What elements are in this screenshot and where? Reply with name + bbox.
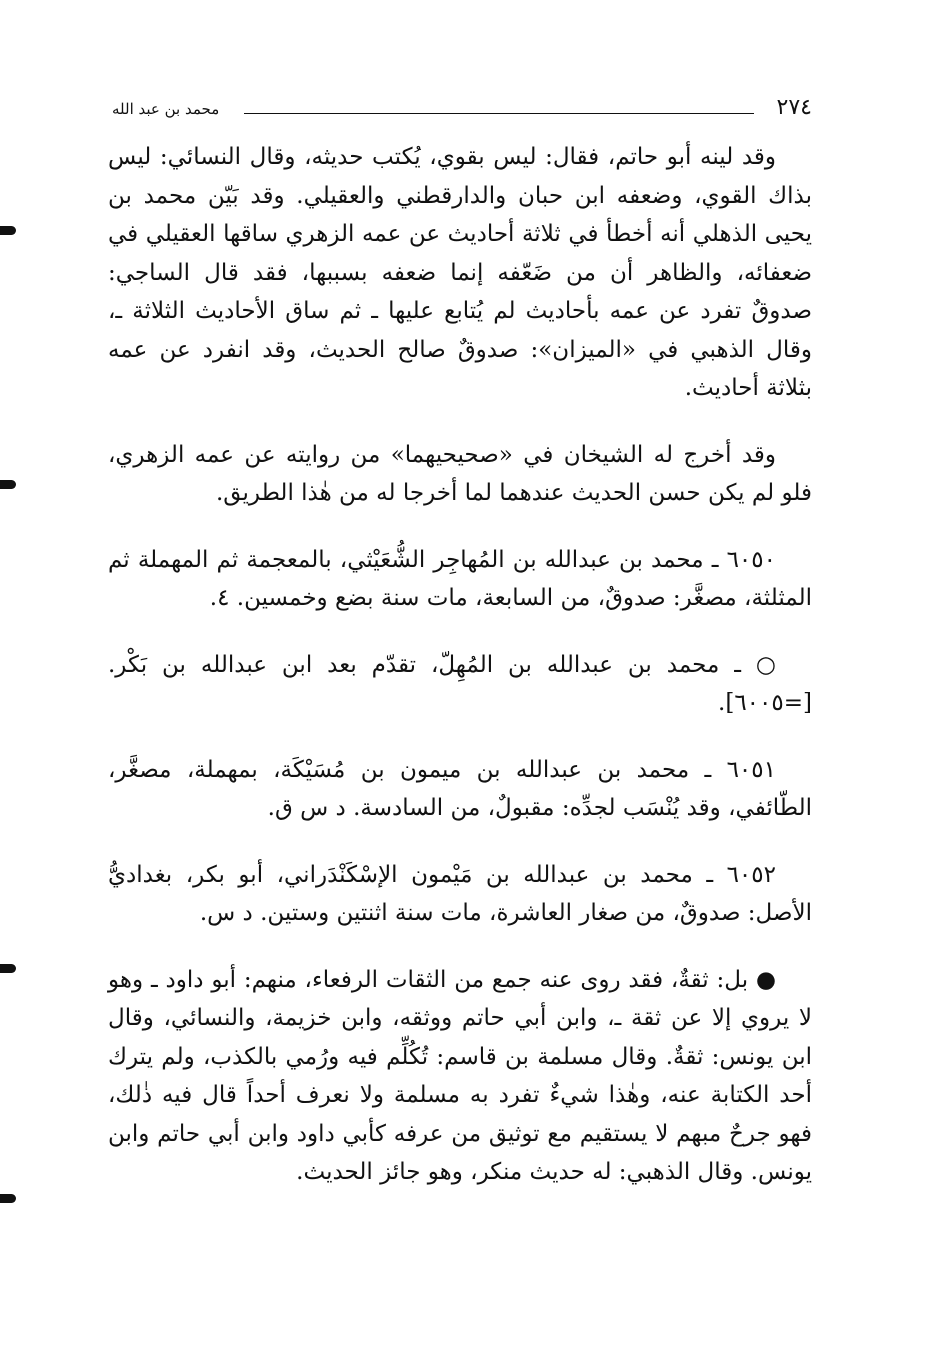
page-number: ٢٧٤ <box>776 95 812 120</box>
paragraph-commentary-1: وقد لينه أبو حاتم، فقال: ليس بقوي، يُكتب حديثه، وقال النسائي: ليس بذاك القوي، وضعفه ابن حبان والدارقطني والعقيلي. وقد بَيّن محمد بن يحيى الذهلي أنه أخطأ في ثلاثة أحاديث عن عمه الزهري ساقها العقيلي في ضعفائه، والظاهر أن من ضَعّفه إنما ضعفه بسببها، فقد قال الساجي: صدوقٌ تفرد عن عمه بأحاديث لم يُتابع عليها ـ ثم ساق الأحاديث الثلاثة ـ، وقال الذهبي في «الميزان»: صدوقٌ صالح الحديث، وقد انفرد عن عمه بثلاثة أحاديث. <box>108 144 812 401</box>
scan-mark <box>0 480 16 489</box>
entry-6052: ٦٠٥٢ ـ محمد بن عبدالله بن مَيْمون الإسْكَنْدَراني، أبو بكر، بغداديُّ الأصل: صدوقٌ، من صغار العاشرة، مات سنة اثنتين وستين. د س. <box>108 861 812 926</box>
entry-cross-reference: ○ ـ محمد بن عبدالله بن المُهِلّ، تقدّم بعد ابن عبدالله بن بَكْر. [=٦٠٠٥]. <box>108 651 812 716</box>
scan-mark <box>0 1194 16 1203</box>
scan-mark <box>0 964 16 973</box>
running-header <box>112 94 812 124</box>
header-rule <box>244 113 754 114</box>
paragraph-commentary-2: وقد أخرج له الشيخان في «صحيحيهما» من روايته عن عمه الزهري، فلو لم يكن حسن الحديث عندهما لما أخرجا له من هٰذا الطريق. <box>108 441 812 506</box>
paragraph-commentary-3: ● بل: ثقةٌ، فقد روى عنه جمع من الثقات الرفعاء، منهم: أبو داود ـ وهو لا يروي إلا عن ثقة ـ، وابن أبي حاتم ووثقه، وابن خزيمة، والنسائي، وقال ابن يونس: ثقةٌ. وقال مسلمة بن قاسم: تُكُلِّم فيه ورُمي بالكذب، ولم يترك أحد الكتابة عنه، وهٰذا شيءٌ تفرد به مسلمة ولا نعرف أحداً قال فيه ذٰلك، فهو جرحٌ مبهم لا يستقيم مع توثيق من عرفه كأبي داود وابن أبي حاتم وابن يونس. وقال الذهبي: له حديث منكر، وهو جائز الحديث. <box>108 966 812 1185</box>
entry-6050: ٦٠٥٠ ـ محمد بن عبدالله بن المُهاجِر الشُّعَيْثي، بالمعجمة ثم المهملة ثم المثلثة، مصغَّر: صدوقٌ، من السابعة، مات سنة بضع وخمسين. ٤. <box>108 546 812 611</box>
page-body <box>108 138 812 1192</box>
entry-6051: ٦٠٥١ ـ محمد بن عبدالله بن ميمون بن مُسَيْكَة، بمهملة، مصغَّر، الطّائفي، وقد يُنْسَب لجدِّه: مقبولٌ، من السادسة. د س ق. <box>108 756 812 821</box>
scan-mark <box>0 226 16 235</box>
running-title: محمد بن عبد الله <box>112 100 220 118</box>
